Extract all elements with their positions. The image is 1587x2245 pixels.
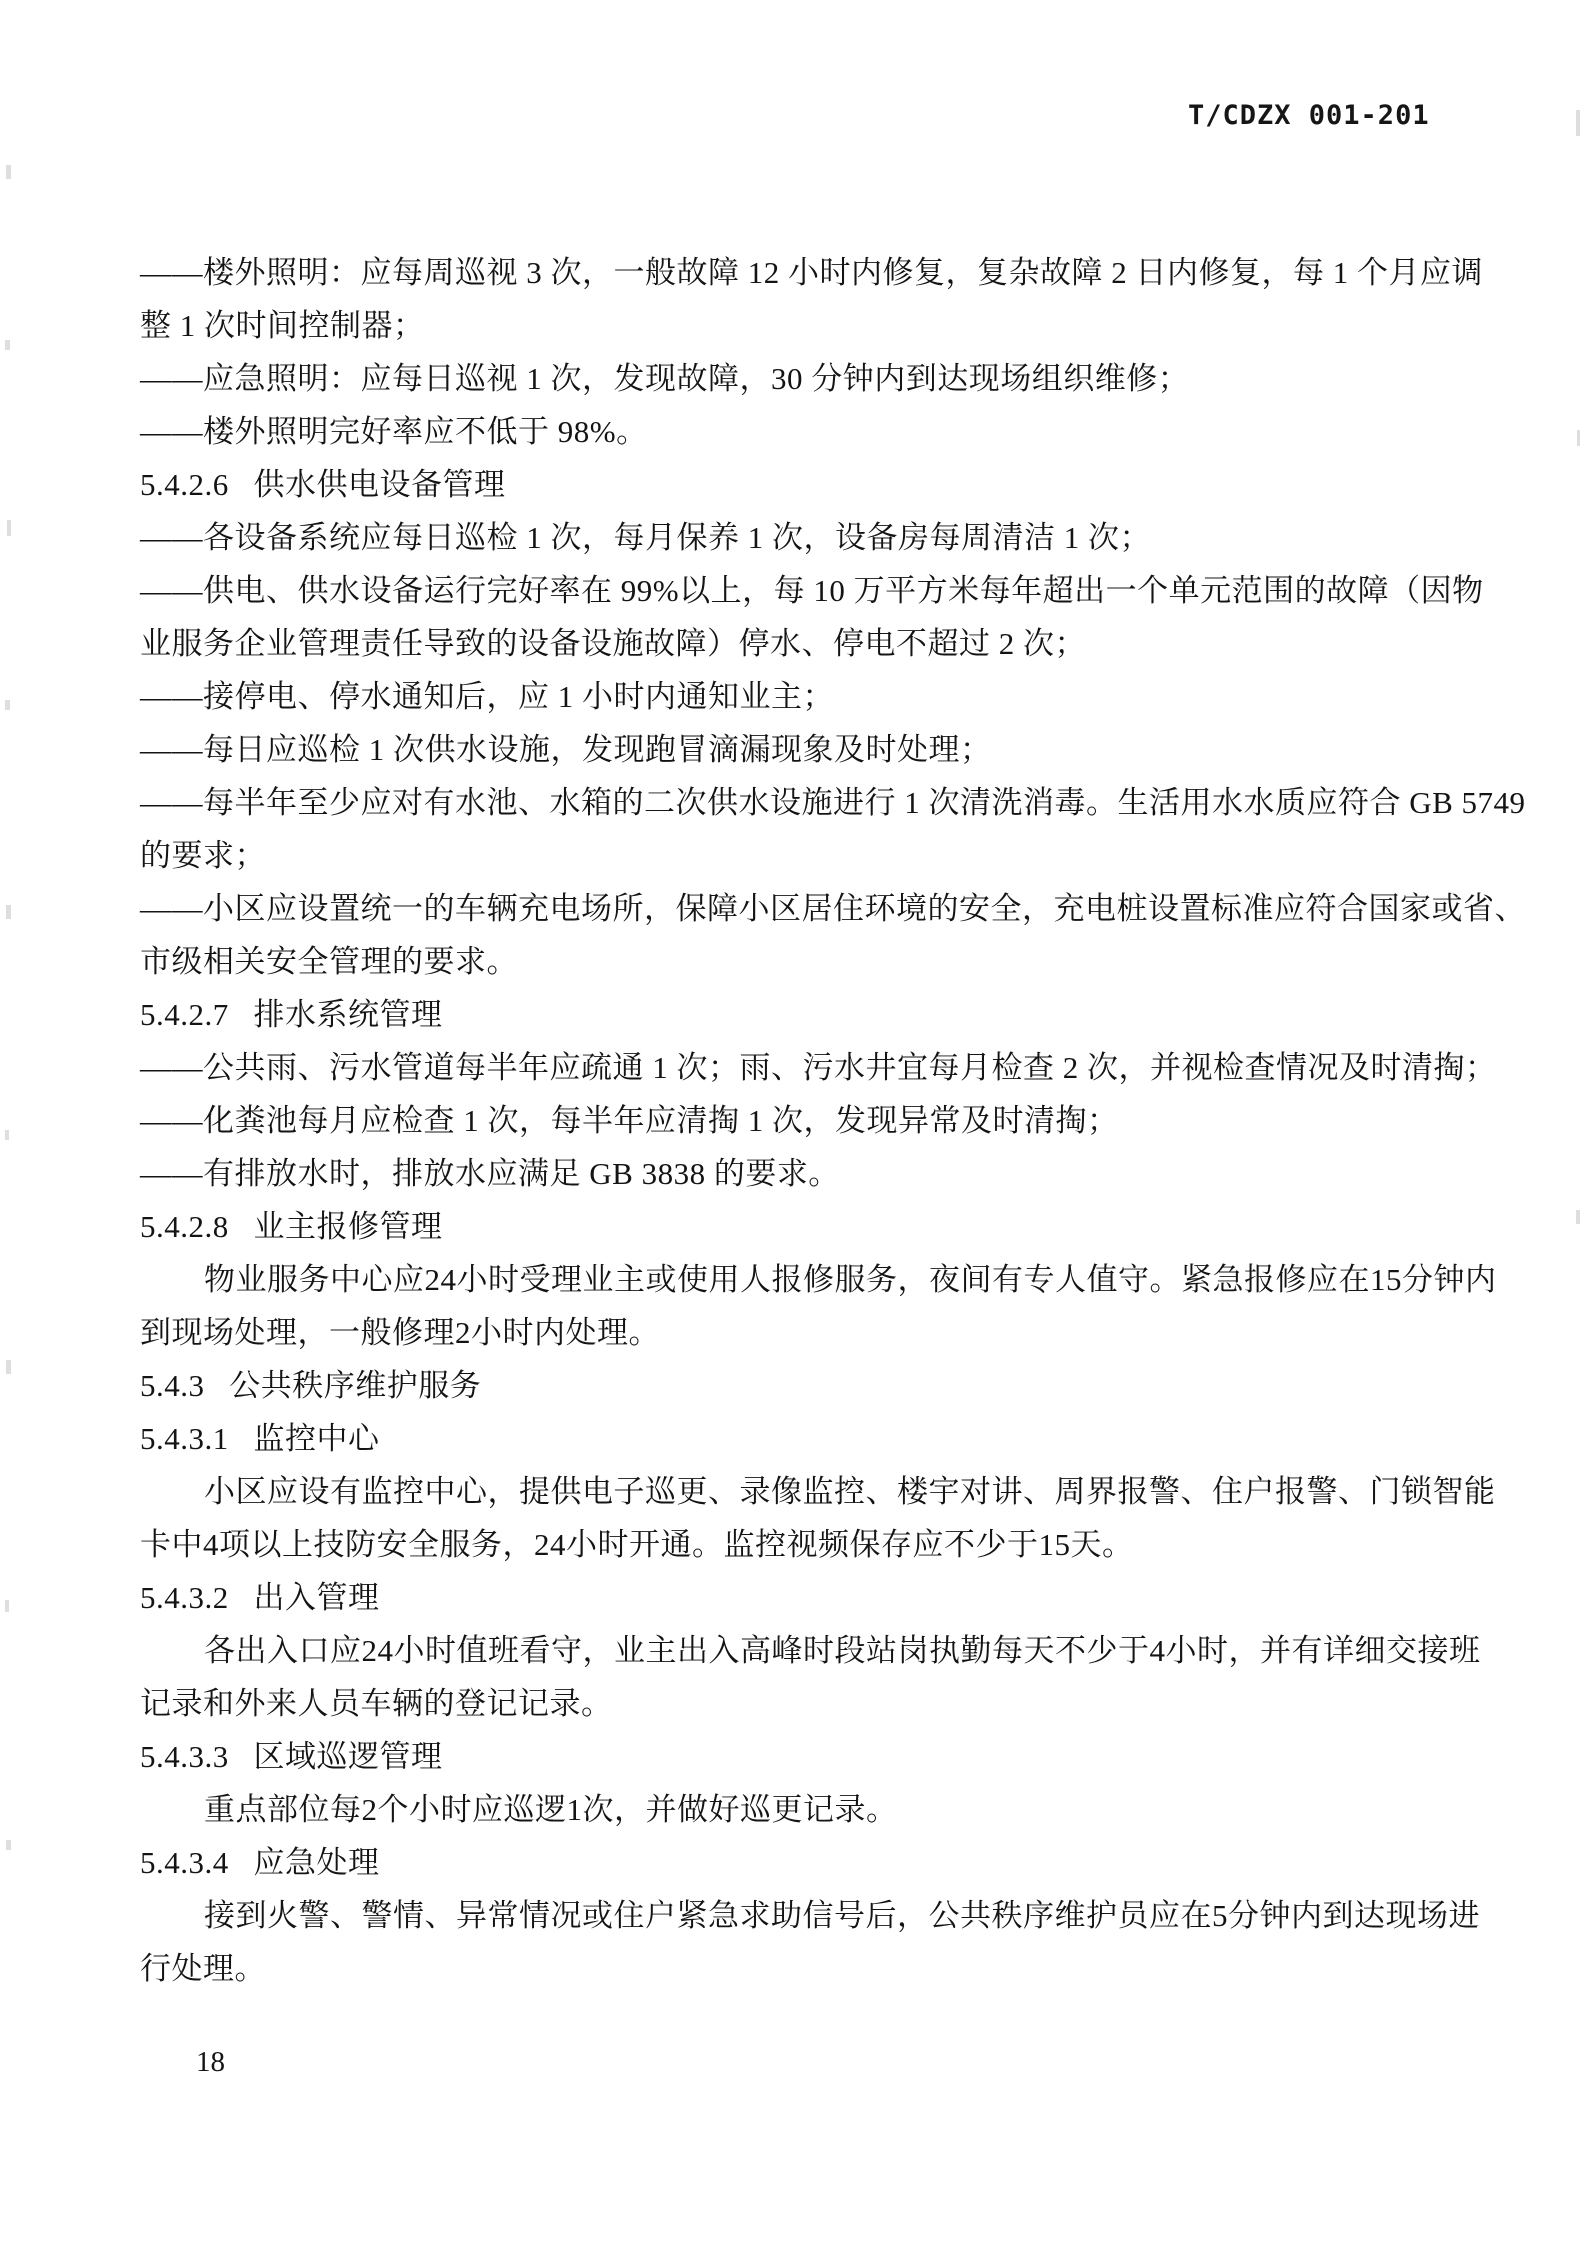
text-line: 重点部位每2个小时应巡逻1次，并做好巡更记录。 — [204, 1792, 898, 1827]
text-line: ——每日应巡检 1 次供水设施，发现跑冒滴漏现象及时处理； — [140, 732, 992, 767]
text-line: ——公共雨、污水管道每半年应疏通 1 次；雨、污水井宜每月检查 2 次，并视检查情况及时清掏； — [140, 1050, 1497, 1085]
text-line: ——每半年至少应对有水池、水箱的二次供水设施进行 1 次清洗消毒。生活用水水质应符合 GB 5749 — [140, 785, 1526, 820]
text-line: 整 1 次时间控制器； — [140, 308, 425, 343]
standard-code-header: T/CDZX 001-201 — [1188, 100, 1430, 131]
text-line: 卡中4项以上技防安全服务，24小时开通。监控视频保存应不少于15天。 — [140, 1527, 1134, 1562]
scan-artifact — [5, 340, 10, 350]
scan-artifact — [5, 1600, 9, 1612]
text-line: 行处理。 — [140, 1951, 266, 1986]
text-line: 5.4.2.7 排水系统管理 — [140, 997, 443, 1032]
text-line: 5.4.3.3 区域巡逻管理 — [140, 1739, 443, 1774]
scan-artifact — [6, 905, 11, 919]
text-line: ——供电、供水设备运行完好率在 99%以上，每 10 万平方米每年超出一个单元范围的故障（因物 — [140, 573, 1484, 608]
text-line: 5.4.3 公共秩序维护服务 — [140, 1368, 482, 1403]
text-line: 市级相关安全管理的要求。 — [140, 944, 518, 979]
page-number: 18 — [196, 2046, 225, 2078]
scan-artifact — [6, 165, 11, 179]
scan-artifact — [1577, 430, 1580, 446]
text-line: 5.4.3.4 应急处理 — [140, 1845, 380, 1880]
text-line: ——楼外照明完好率应不低于 98%。 — [140, 414, 648, 449]
text-line: 小区应设有监控中心，提供电子巡更、录像监控、楼宇对讲、周界报警、住户报警、门锁智能 — [204, 1474, 1496, 1509]
text-line: 5.4.2.8 业主报修管理 — [140, 1209, 443, 1244]
text-line: 到现场处理，一般修理2小时内处理。 — [140, 1315, 660, 1350]
text-line: ——有排放水时，排放水应满足 GB 3838 的要求。 — [140, 1156, 840, 1191]
text-line: 5.4.3.2 出入管理 — [140, 1580, 380, 1615]
text-line: 物业服务中心应24小时受理业主或使用人报修服务，夜间有专人值守。紧急报修应在15分钟内 — [204, 1262, 1497, 1297]
text-line: ——楼外照明：应每周巡视 3 次，一般故障 12 小时内修复，复杂故障 2 日内修复，每 1 个月应调 — [140, 255, 1483, 290]
document-body — [140, 246, 1560, 1995]
text-line: ——接停电、停水通知后，应 1 小时内通知业主； — [140, 679, 834, 714]
scan-artifact — [1576, 110, 1580, 136]
text-line: 业服务企业管理责任导致的设备设施故障）停水、停电不超过 2 次； — [140, 626, 1086, 661]
scan-artifact — [1576, 1210, 1580, 1224]
text-line: 的要求； — [140, 838, 266, 873]
text-line: 各出入口应24小时值班看守，业主出入高峰时段站岗执勤每天不少于4小时，并有详细交接班 — [204, 1633, 1481, 1668]
text-line: 5.4.3.1 监控中心 — [140, 1421, 380, 1456]
scan-artifact — [6, 1840, 11, 1850]
scan-artifact — [5, 700, 10, 710]
text-line: 记录和外来人员车辆的登记记录。 — [140, 1686, 613, 1721]
text-line: ——小区应设置统一的车辆充电场所，保障小区居住环境的安全，充电桩设置标准应符合国家或省、 — [140, 891, 1526, 926]
text-line: ——各设备系统应每日巡检 1 次，每月保养 1 次，设备房每周清洁 1 次； — [140, 520, 1151, 555]
text-line: ——应急照明：应每日巡视 1 次，发现故障，30 分钟内到达现场组织维修； — [140, 361, 1190, 396]
scan-artifact — [7, 520, 11, 536]
text-line: 5.4.2.6 供水供电设备管理 — [140, 467, 506, 502]
scan-artifact — [6, 1360, 11, 1374]
text-line: ——化粪池每月应检查 1 次，每半年应清掏 1 次，发现异常及时清掏； — [140, 1103, 1119, 1138]
text-line: 接到火警、警情、异常情况或住户紧急求助信号后，公共秩序维护员应在5分钟内到达现场进 — [204, 1898, 1480, 1933]
scan-artifact — [5, 1130, 9, 1140]
